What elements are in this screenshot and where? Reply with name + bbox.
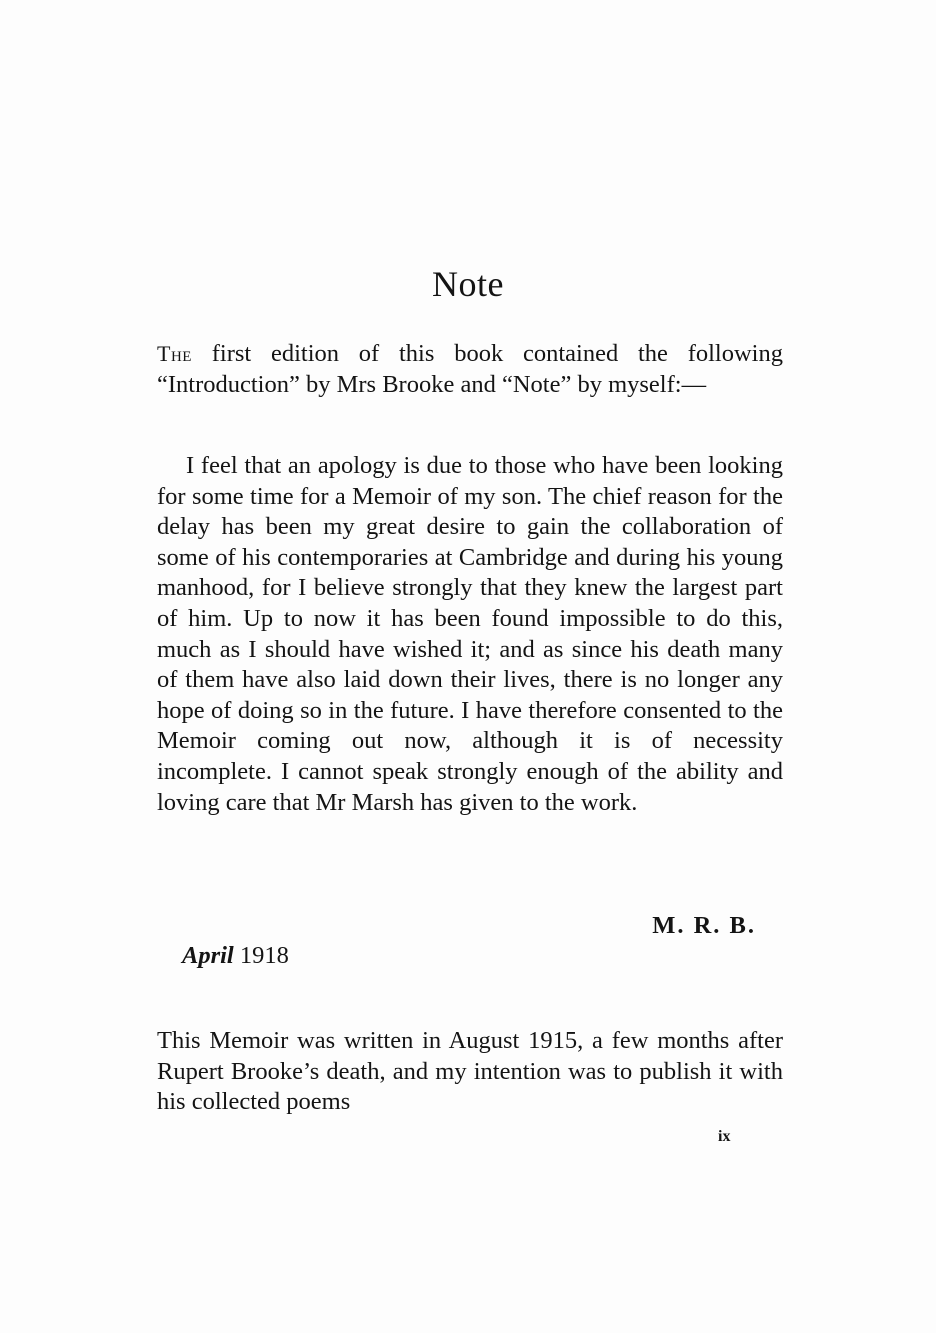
date-month: April: [182, 942, 234, 969]
signature: M. R. B.: [652, 912, 756, 939]
intro-lead-word: The: [157, 341, 192, 366]
date-year: 1918: [239, 942, 289, 969]
intro-paragraph: [157, 339, 783, 400]
date-line: [182, 942, 289, 970]
introduction-text: I feel that an apology is due to those who have been looking for some time for a Memoir of my son. The chief reason for the delay has been my great desire to gain the collaboration of some of his contemporaries at Cambridge and during his young manhood, for I believe strongly that they knew the largest part of him. Up to now it has been found impossible to do this, much as I should have wished it; and as since his death many of them have also laid down their lives, there is no longer any hope of doing so in the future. I have therefore consented to the Memoir coming out now, although it is of necessity incomplete. I cannot speak strongly enough of the ability and loving care that Mr Marsh has given to the work.: [157, 452, 783, 816]
memoir-text: This Memoir was written in August 1915, a few months after Rupert Brooke’s death, and my intention was to publish it with his collected poems: [157, 1027, 783, 1116]
page-title: Note: [432, 264, 504, 304]
introduction-quote: [157, 451, 783, 818]
memoir-paragraph: [157, 1026, 783, 1118]
intro-text: [157, 339, 783, 400]
page-number: ix: [718, 1128, 731, 1145]
intro-body: first edition of this book contained the following “Introduction” by Mrs Brooke and “Note” by myself:—: [157, 340, 783, 398]
